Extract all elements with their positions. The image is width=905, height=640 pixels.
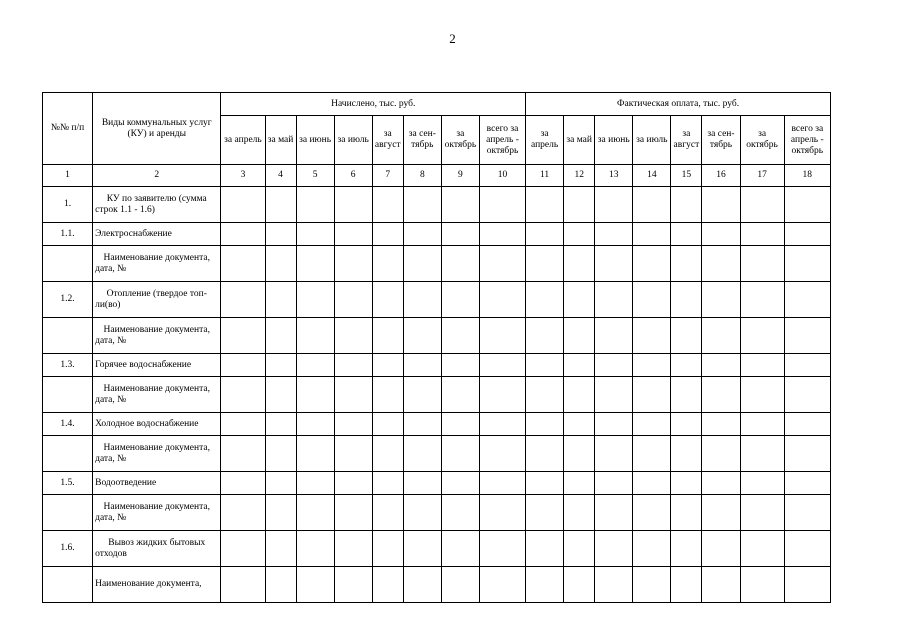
value-cell[interactable] xyxy=(564,187,595,223)
value-cell[interactable] xyxy=(671,187,702,223)
table-row xyxy=(43,246,831,282)
value-cell[interactable] xyxy=(372,223,403,246)
value-cell[interactable] xyxy=(265,531,296,567)
value-cell[interactable] xyxy=(479,531,525,567)
column-number: 4 xyxy=(265,165,296,187)
table-row xyxy=(43,318,831,354)
value-cell[interactable] xyxy=(784,377,830,413)
value-cell[interactable] xyxy=(403,318,441,354)
row-description: Водоотведение xyxy=(93,472,221,495)
value-cell[interactable] xyxy=(526,282,564,318)
value-cell[interactable] xyxy=(441,413,479,436)
header-paid: Фактическая оплата, тыс. руб. xyxy=(526,93,831,116)
value-cell[interactable] xyxy=(671,318,702,354)
header-accrued: Начислено, тыс. руб. xyxy=(221,93,526,116)
table-row xyxy=(43,495,831,531)
paid-month-header: за май xyxy=(564,116,595,165)
value-cell[interactable] xyxy=(564,436,595,472)
row-number: 1. xyxy=(43,187,93,223)
value-cell[interactable] xyxy=(595,531,633,567)
column-number: 12 xyxy=(564,165,595,187)
value-cell[interactable] xyxy=(595,567,633,603)
value-cell[interactable] xyxy=(479,318,525,354)
column-number: 6 xyxy=(334,165,372,187)
value-cell[interactable] xyxy=(441,377,479,413)
value-cell[interactable] xyxy=(702,282,740,318)
table-row xyxy=(43,413,831,436)
value-cell[interactable] xyxy=(702,531,740,567)
value-cell[interactable] xyxy=(296,223,334,246)
value-cell[interactable] xyxy=(595,413,633,436)
value-cell[interactable] xyxy=(265,413,296,436)
value-cell[interactable] xyxy=(595,436,633,472)
value-cell[interactable] xyxy=(334,436,372,472)
value-cell[interactable] xyxy=(564,282,595,318)
value-cell[interactable] xyxy=(372,436,403,472)
value-cell[interactable] xyxy=(441,354,479,377)
table-row xyxy=(43,567,831,603)
value-cell[interactable] xyxy=(633,495,671,531)
value-cell[interactable] xyxy=(296,495,334,531)
value-cell[interactable] xyxy=(740,223,784,246)
row-number: 1.5. xyxy=(43,472,93,495)
value-cell[interactable] xyxy=(740,531,784,567)
value-cell[interactable] xyxy=(265,472,296,495)
value-cell[interactable] xyxy=(221,187,265,223)
value-cell[interactable] xyxy=(265,246,296,282)
paid-month-header: за сен-тябрь xyxy=(702,116,740,165)
value-cell[interactable] xyxy=(526,246,564,282)
value-cell[interactable] xyxy=(526,223,564,246)
value-cell[interactable] xyxy=(702,413,740,436)
value-cell[interactable] xyxy=(221,282,265,318)
column-number: 17 xyxy=(740,165,784,187)
value-cell[interactable] xyxy=(784,531,830,567)
value-cell[interactable] xyxy=(479,413,525,436)
value-cell[interactable] xyxy=(403,567,441,603)
value-cell[interactable] xyxy=(479,567,525,603)
value-cell[interactable] xyxy=(784,413,830,436)
value-cell[interactable] xyxy=(595,377,633,413)
value-cell[interactable] xyxy=(441,436,479,472)
row-number xyxy=(43,377,93,413)
row-description: Горячее водоснабжение xyxy=(93,354,221,377)
value-cell[interactable] xyxy=(296,472,334,495)
value-cell[interactable] xyxy=(564,472,595,495)
column-number: 1 xyxy=(43,165,93,187)
value-cell[interactable] xyxy=(671,282,702,318)
value-cell[interactable] xyxy=(372,377,403,413)
value-cell[interactable] xyxy=(633,318,671,354)
value-cell[interactable] xyxy=(633,436,671,472)
value-cell[interactable] xyxy=(595,472,633,495)
value-cell[interactable] xyxy=(564,567,595,603)
value-cell[interactable] xyxy=(671,472,702,495)
value-cell[interactable] xyxy=(296,531,334,567)
value-cell[interactable] xyxy=(334,531,372,567)
value-cell[interactable] xyxy=(633,282,671,318)
value-cell[interactable] xyxy=(372,567,403,603)
value-cell[interactable] xyxy=(265,377,296,413)
row-number xyxy=(43,567,93,603)
value-cell[interactable] xyxy=(334,413,372,436)
value-cell[interactable] xyxy=(221,246,265,282)
value-cell[interactable] xyxy=(221,567,265,603)
value-cell[interactable] xyxy=(671,567,702,603)
value-cell[interactable] xyxy=(265,282,296,318)
accrued-month-header: за июль xyxy=(334,116,372,165)
value-cell[interactable] xyxy=(671,436,702,472)
value-cell[interactable] xyxy=(403,413,441,436)
value-cell[interactable] xyxy=(702,354,740,377)
paid-month-header: за июнь xyxy=(595,116,633,165)
value-cell[interactable] xyxy=(296,187,334,223)
value-cell[interactable] xyxy=(740,282,784,318)
value-cell[interactable] xyxy=(441,495,479,531)
table-body xyxy=(43,93,831,603)
value-cell[interactable] xyxy=(633,187,671,223)
value-cell[interactable] xyxy=(221,377,265,413)
value-cell[interactable] xyxy=(372,495,403,531)
value-cell[interactable] xyxy=(479,223,525,246)
value-cell[interactable] xyxy=(740,495,784,531)
value-cell[interactable] xyxy=(221,531,265,567)
value-cell[interactable] xyxy=(671,531,702,567)
value-cell[interactable] xyxy=(479,187,525,223)
value-cell[interactable] xyxy=(296,413,334,436)
value-cell[interactable] xyxy=(441,223,479,246)
value-cell[interactable] xyxy=(441,567,479,603)
value-cell[interactable] xyxy=(221,436,265,472)
value-cell[interactable] xyxy=(595,187,633,223)
column-number: 14 xyxy=(633,165,671,187)
row-number: 1.4. xyxy=(43,413,93,436)
value-cell[interactable] xyxy=(784,436,830,472)
column-number: 18 xyxy=(784,165,830,187)
value-cell[interactable] xyxy=(334,377,372,413)
value-cell[interactable] xyxy=(296,282,334,318)
value-cell[interactable] xyxy=(595,495,633,531)
value-cell[interactable] xyxy=(526,187,564,223)
value-cell[interactable] xyxy=(633,354,671,377)
value-cell[interactable] xyxy=(784,223,830,246)
table-row xyxy=(43,531,831,567)
paid-month-header: всего за апрель - октябрь xyxy=(784,116,830,165)
value-cell[interactable] xyxy=(702,187,740,223)
value-cell[interactable] xyxy=(564,531,595,567)
table-row xyxy=(43,472,831,495)
column-number: 3 xyxy=(221,165,265,187)
value-cell[interactable] xyxy=(372,472,403,495)
value-cell[interactable] xyxy=(296,354,334,377)
row-description: Электроснабжение xyxy=(93,223,221,246)
value-cell[interactable] xyxy=(334,246,372,282)
value-cell[interactable] xyxy=(595,318,633,354)
value-cell[interactable] xyxy=(784,567,830,603)
accrued-month-header: за август xyxy=(372,116,403,165)
value-cell[interactable] xyxy=(564,495,595,531)
value-cell[interactable] xyxy=(334,223,372,246)
value-cell[interactable] xyxy=(372,246,403,282)
value-cell[interactable] xyxy=(526,354,564,377)
value-cell[interactable] xyxy=(595,246,633,282)
column-number: 10 xyxy=(479,165,525,187)
table-row xyxy=(43,436,831,472)
value-cell[interactable] xyxy=(403,282,441,318)
paid-month-header: за апрель xyxy=(526,116,564,165)
value-cell[interactable] xyxy=(671,413,702,436)
value-cell[interactable] xyxy=(740,436,784,472)
page-number: 2 xyxy=(449,31,456,46)
row-description: Холодное водоснабжение xyxy=(93,413,221,436)
value-cell[interactable] xyxy=(221,354,265,377)
value-cell[interactable] xyxy=(740,187,784,223)
value-cell[interactable] xyxy=(334,282,372,318)
value-cell[interactable] xyxy=(221,223,265,246)
value-cell[interactable] xyxy=(441,318,479,354)
value-cell[interactable] xyxy=(633,223,671,246)
row-description: Наименование документа, дата, № xyxy=(93,436,221,472)
value-cell[interactable] xyxy=(372,413,403,436)
value-cell[interactable] xyxy=(403,377,441,413)
column-number: 13 xyxy=(595,165,633,187)
value-cell[interactable] xyxy=(479,282,525,318)
value-cell[interactable] xyxy=(633,531,671,567)
value-cell[interactable] xyxy=(671,354,702,377)
value-cell[interactable] xyxy=(740,318,784,354)
value-cell[interactable] xyxy=(265,187,296,223)
accrued-month-header: за апрель xyxy=(221,116,265,165)
value-cell[interactable] xyxy=(633,413,671,436)
column-number: 9 xyxy=(441,165,479,187)
column-number: 15 xyxy=(671,165,702,187)
value-cell[interactable] xyxy=(526,567,564,603)
value-cell[interactable] xyxy=(740,246,784,282)
value-cell[interactable] xyxy=(403,436,441,472)
row-number: 1.3. xyxy=(43,354,93,377)
column-number: 7 xyxy=(372,165,403,187)
value-cell[interactable] xyxy=(526,377,564,413)
value-cell[interactable] xyxy=(784,354,830,377)
value-cell[interactable] xyxy=(265,223,296,246)
value-cell[interactable] xyxy=(633,377,671,413)
row-number: 1.1. xyxy=(43,223,93,246)
header-kind: Виды коммунальных услуг (КУ) и аренды xyxy=(93,93,221,165)
value-cell[interactable] xyxy=(221,318,265,354)
table-row xyxy=(43,377,831,413)
value-cell[interactable] xyxy=(221,472,265,495)
row-description: Наименование документа, дата, № xyxy=(93,495,221,531)
value-cell[interactable] xyxy=(702,567,740,603)
value-cell[interactable] xyxy=(784,246,830,282)
value-cell[interactable] xyxy=(372,531,403,567)
value-cell[interactable] xyxy=(526,495,564,531)
value-cell[interactable] xyxy=(479,246,525,282)
value-cell[interactable] xyxy=(441,187,479,223)
table-row xyxy=(43,187,831,223)
value-cell[interactable] xyxy=(526,436,564,472)
value-cell[interactable] xyxy=(702,495,740,531)
value-cell[interactable] xyxy=(265,567,296,603)
value-cell[interactable] xyxy=(479,495,525,531)
utilities-table xyxy=(42,92,831,603)
value-cell[interactable] xyxy=(702,472,740,495)
value-cell[interactable] xyxy=(265,495,296,531)
row-number xyxy=(43,318,93,354)
value-cell[interactable] xyxy=(784,187,830,223)
value-cell[interactable] xyxy=(740,413,784,436)
column-numbers-row xyxy=(43,165,831,187)
row-number xyxy=(43,495,93,531)
column-number: 2 xyxy=(93,165,221,187)
value-cell[interactable] xyxy=(296,318,334,354)
paid-month-header: за октябрь xyxy=(740,116,784,165)
row-description: Наименование документа, дата, № xyxy=(93,246,221,282)
value-cell[interactable] xyxy=(702,223,740,246)
column-number: 11 xyxy=(526,165,564,187)
value-cell[interactable] xyxy=(633,472,671,495)
row-number xyxy=(43,246,93,282)
value-cell[interactable] xyxy=(702,246,740,282)
value-cell[interactable] xyxy=(740,472,784,495)
row-number: 1.6. xyxy=(43,531,93,567)
value-cell[interactable] xyxy=(564,354,595,377)
accrued-month-header: за сен-тябрь xyxy=(403,116,441,165)
value-cell[interactable] xyxy=(479,436,525,472)
value-cell[interactable] xyxy=(221,413,265,436)
value-cell[interactable] xyxy=(784,472,830,495)
value-cell[interactable] xyxy=(671,246,702,282)
value-cell[interactable] xyxy=(595,354,633,377)
row-number: 1.2. xyxy=(43,282,93,318)
value-cell[interactable] xyxy=(740,377,784,413)
row-description: Вывоз жидких бытовых отходов xyxy=(93,531,221,567)
value-cell[interactable] xyxy=(372,354,403,377)
value-cell[interactable] xyxy=(334,567,372,603)
row-description: Отопление (твердое топ-ли(во) xyxy=(93,282,221,318)
value-cell[interactable] xyxy=(296,246,334,282)
value-cell[interactable] xyxy=(479,354,525,377)
value-cell[interactable] xyxy=(441,531,479,567)
column-number: 8 xyxy=(403,165,441,187)
value-cell[interactable] xyxy=(221,495,265,531)
value-cell[interactable] xyxy=(564,223,595,246)
value-cell[interactable] xyxy=(595,282,633,318)
value-cell[interactable] xyxy=(526,472,564,495)
value-cell[interactable] xyxy=(403,223,441,246)
value-cell[interactable] xyxy=(265,436,296,472)
value-cell[interactable] xyxy=(564,246,595,282)
row-description: Наименование документа, дата, № xyxy=(93,318,221,354)
value-cell[interactable] xyxy=(296,436,334,472)
accrued-month-header: за май xyxy=(265,116,296,165)
value-cell[interactable] xyxy=(265,354,296,377)
value-cell[interactable] xyxy=(702,318,740,354)
value-cell[interactable] xyxy=(671,377,702,413)
value-cell[interactable] xyxy=(564,413,595,436)
value-cell[interactable] xyxy=(633,246,671,282)
value-cell[interactable] xyxy=(702,436,740,472)
value-cell[interactable] xyxy=(403,531,441,567)
column-number: 16 xyxy=(702,165,740,187)
header-num: №№ п/п xyxy=(43,93,93,165)
value-cell[interactable] xyxy=(784,282,830,318)
value-cell[interactable] xyxy=(740,567,784,603)
accrued-month-header: за июнь xyxy=(296,116,334,165)
value-cell[interactable] xyxy=(296,377,334,413)
value-cell[interactable] xyxy=(784,495,830,531)
column-number: 5 xyxy=(296,165,334,187)
value-cell[interactable] xyxy=(526,413,564,436)
value-cell[interactable] xyxy=(441,472,479,495)
paid-month-header: за август xyxy=(671,116,702,165)
row-description: Наименование документа, дата, № xyxy=(93,377,221,413)
value-cell[interactable] xyxy=(671,495,702,531)
value-cell[interactable] xyxy=(526,531,564,567)
value-cell[interactable] xyxy=(740,354,784,377)
row-description: Наименование документа, xyxy=(93,567,221,603)
value-cell[interactable] xyxy=(372,318,403,354)
value-cell[interactable] xyxy=(296,567,334,603)
value-cell[interactable] xyxy=(479,472,525,495)
value-cell[interactable] xyxy=(595,223,633,246)
value-cell[interactable] xyxy=(526,318,564,354)
value-cell[interactable] xyxy=(265,318,296,354)
value-cell[interactable] xyxy=(334,318,372,354)
value-cell[interactable] xyxy=(334,495,372,531)
table-row xyxy=(43,282,831,318)
value-cell[interactable] xyxy=(334,472,372,495)
value-cell[interactable] xyxy=(334,354,372,377)
value-cell[interactable] xyxy=(403,246,441,282)
value-cell[interactable] xyxy=(372,187,403,223)
table-row xyxy=(43,354,831,377)
value-cell[interactable] xyxy=(403,495,441,531)
value-cell[interactable] xyxy=(564,318,595,354)
value-cell[interactable] xyxy=(564,377,595,413)
value-cell[interactable] xyxy=(784,318,830,354)
paid-month-header: за июль xyxy=(633,116,671,165)
value-cell[interactable] xyxy=(403,354,441,377)
table-row xyxy=(43,223,831,246)
row-description: КУ по заявителю (сумма строк 1.1 - 1.6) xyxy=(93,187,221,223)
value-cell[interactable] xyxy=(372,282,403,318)
value-cell[interactable] xyxy=(633,567,671,603)
value-cell[interactable] xyxy=(441,246,479,282)
value-cell[interactable] xyxy=(479,377,525,413)
value-cell[interactable] xyxy=(403,187,441,223)
value-cell[interactable] xyxy=(702,377,740,413)
accrued-month-header: всего за апрель - октябрь xyxy=(479,116,525,165)
row-number xyxy=(43,436,93,472)
value-cell[interactable] xyxy=(403,472,441,495)
value-cell[interactable] xyxy=(441,282,479,318)
value-cell[interactable] xyxy=(671,223,702,246)
value-cell[interactable] xyxy=(334,187,372,223)
accrued-month-header: за октябрь xyxy=(441,116,479,165)
